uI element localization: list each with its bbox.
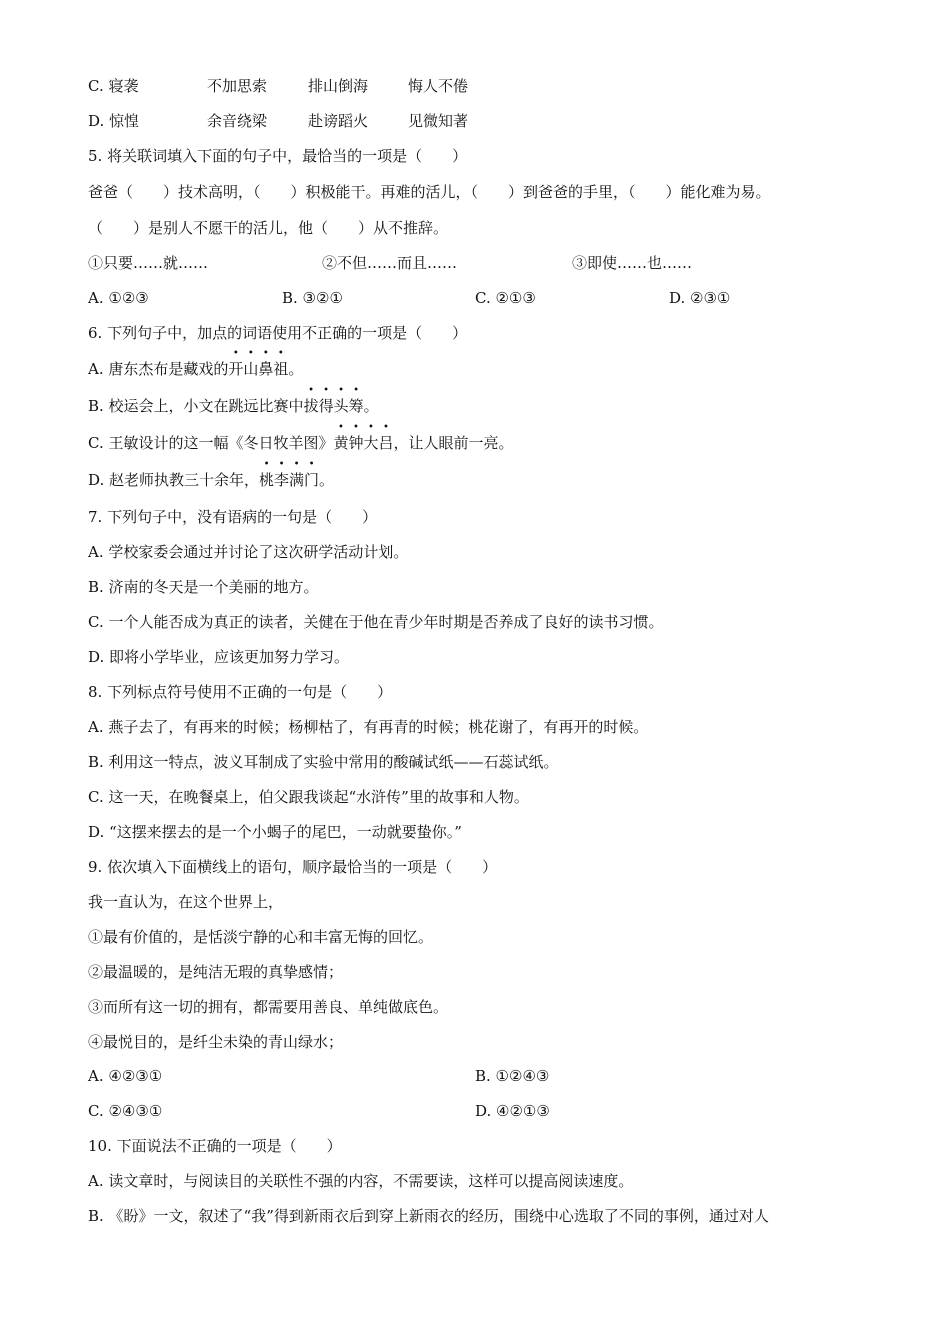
emphasis-dots: • • • • — [232, 348, 284, 359]
q9-option-b[interactable]: B. ①②④③ — [475, 1067, 550, 1085]
q4-option-c-word4: 悔人不倦 — [408, 77, 469, 95]
q10-option-b[interactable]: B. 《盼》一文，叙述了“我”得到新雨衣后到穿上新雨衣的经历，围绕中心选取了不同的事例，通过对人 — [88, 1207, 769, 1225]
q6-option-d-suffix: 。 — [319, 471, 335, 489]
q9-sentence-4: ④最悦目的，是纤尘未染的青山绿水； — [88, 1033, 344, 1051]
q5-sentence-1: 爸爸（ ）技术高明，（ ）积极能干。再难的活儿，（ ）到爸爸的手里，（ ）能化难为易。 — [88, 183, 771, 201]
q7-stem: 7. 下列句子中，没有语病的一句是（ ） — [88, 508, 378, 526]
emphasis-dots: • • • • — [338, 422, 389, 433]
q9-intro: 我一直认为，在这个世界上， — [88, 893, 284, 911]
q5-pair-2: ②不但……而且…… — [322, 254, 458, 272]
q7-option-d[interactable]: D. 即将小学毕业，应该更加努力学习。 — [88, 648, 350, 666]
q7-option-a[interactable]: A. 学校家委会通过并讨论了这次研学活动计划。 — [88, 543, 409, 561]
q6-option-b[interactable] — [88, 385, 379, 416]
q6-option-d-dotted-word: • • • • 桃李满门 — [259, 459, 320, 489]
q10-option-a[interactable]: A. 读文章时，与阅读目的关联性不强的内容，不需要读，这样可以提高阅读速度。 — [88, 1172, 634, 1190]
q8-stem: 8. 下列标点符号使用不正确的一句是（ ） — [88, 683, 393, 701]
q5-option-d[interactable]: D. ②③① — [669, 289, 731, 307]
q5-pair-3: ③即使……也…… — [572, 254, 693, 272]
q4-option-c-word3: 排山倒海 — [308, 77, 369, 95]
q6-option-b-suffix: 。 — [363, 397, 379, 415]
q4-option-d-label[interactable]: D. 惊惶 — [88, 112, 140, 130]
q9-stem: 9. 依次填入下面横线上的语句，顺序最恰当的一项是（ ） — [88, 858, 498, 876]
q5-pair-1: ①只要……就…… — [88, 254, 209, 272]
q8-option-a[interactable]: A. 燕子去了，有再来的时候；杨柳枯了，有再青的时候；桃花谢了，有再开的时候。 — [88, 718, 649, 736]
q7-option-c[interactable]: C. 一个人能否成为真正的读者，关健在于他在青少年时期是否养成了良好的读书习惯。 — [88, 613, 664, 631]
q9-sentence-1: ①最有价值的，是恬淡宁静的心和丰富无悔的回忆。 — [88, 928, 434, 946]
q6-option-d[interactable] — [88, 459, 335, 490]
emphasis-dots: • • • • — [263, 459, 315, 470]
q5-option-b[interactable]: B. ③②① — [282, 289, 343, 307]
q5-option-a[interactable]: A. ①②③ — [88, 289, 149, 307]
q9-option-d[interactable]: D. ④②①③ — [475, 1102, 550, 1120]
q7-option-b[interactable]: B. 济南的冬天是一个美丽的地方。 — [88, 578, 319, 596]
q6-option-c-dotted-word: • • • • 黄钟大吕 — [333, 422, 394, 452]
q9-option-a[interactable]: A. ④②③① — [88, 1067, 163, 1085]
q5-option-c[interactable]: C. ②①③ — [475, 289, 536, 307]
q8-option-b[interactable]: B. 利用这一特点，波义耳制成了实验中常用的酸碱试纸——石蕊试纸。 — [88, 753, 559, 771]
q5-sentence-2: （ ）是别人不愿干的活儿，他（ ）从不推辞。 — [88, 219, 449, 237]
q6-option-b-prefix: B. 校运会上，小文在跳远比赛中 — [88, 397, 304, 415]
q8-option-c[interactable]: C. 这一天，在晚餐桌上，伯父跟我谈起“水浒传”里的故事和人物。 — [88, 788, 529, 806]
q6-option-d-prefix: D. 赵老师执教三十余年， — [88, 471, 260, 489]
q6-option-b-dotted-word: • • • • 拔得头筹 — [303, 385, 364, 415]
q9-sentence-3: ③而所有这一切的拥有，都需要用善良、单纯做底色。 — [88, 998, 449, 1016]
q9-option-c[interactable]: C. ②④③① — [88, 1102, 163, 1120]
q6-option-c[interactable] — [88, 422, 514, 453]
q6-option-c-prefix: C. 王敏设计的这一幅《冬日牧羊图》 — [88, 434, 334, 452]
q6-option-a-dotted-word: • • • • 开山鼻祖 — [228, 348, 289, 378]
q9-sentence-2: ②最温暖的，是纯洁无瑕的真挚感情； — [88, 963, 344, 981]
q4-option-c-label[interactable]: C. 寝袭 — [88, 77, 139, 95]
q8-option-d[interactable]: D. “这摆来摆去的是一个小蝎子的尾巴，一动就要蛰你。” — [88, 823, 462, 841]
q6-option-a-prefix: A. 唐东杰布是藏戏的 — [88, 360, 229, 378]
q4-option-d-word4: 见微知著 — [408, 112, 469, 130]
emphasis-dots: • • • • — [308, 385, 360, 396]
q5-stem: 5. 将关联词填入下面的句子中，最恰当的一项是（ ） — [88, 147, 468, 165]
q6-stem: 6. 下列句子中，加点的词语使用不正确的一项是（ ） — [88, 324, 468, 342]
q6-option-a[interactable] — [88, 348, 304, 379]
q4-option-d-word3: 赴谤蹈火 — [308, 112, 369, 130]
q4-option-c-word2: 不加思索 — [207, 77, 268, 95]
q6-option-a-suffix: 。 — [288, 360, 304, 378]
q4-option-d-word2: 余音绕梁 — [207, 112, 268, 130]
q10-stem: 10. 下面说法不正确的一项是（ ） — [88, 1137, 342, 1155]
q6-option-c-suffix: ，让人眼前一亮。 — [393, 434, 514, 452]
